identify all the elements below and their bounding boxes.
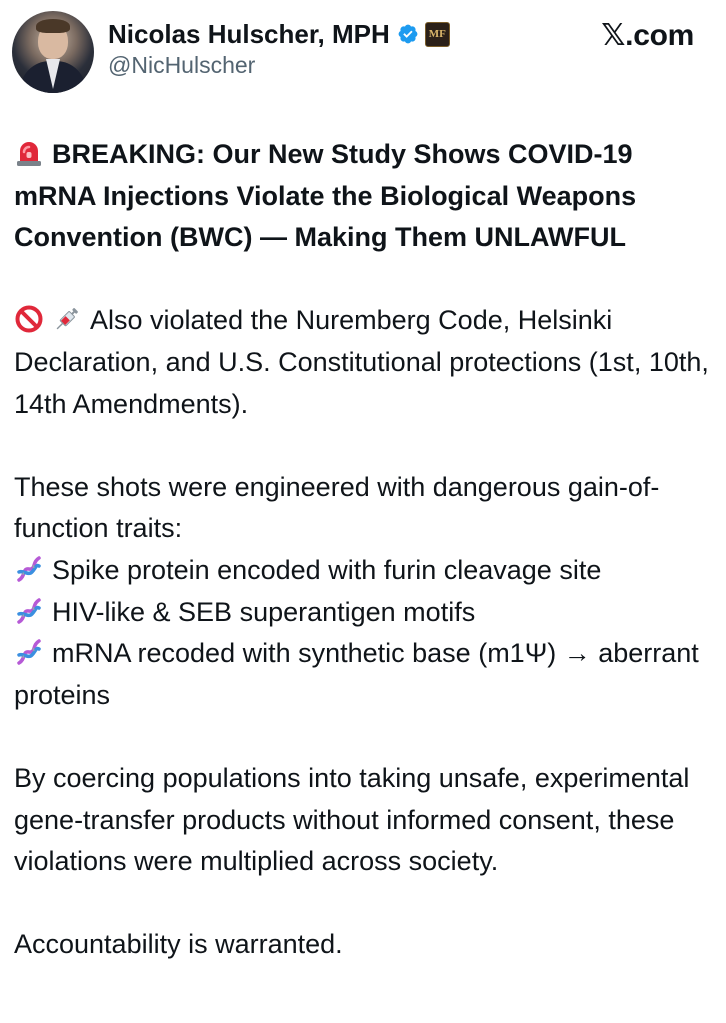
- avatar[interactable]: [12, 11, 94, 93]
- trait-item: [14, 592, 714, 634]
- trait-item: [14, 550, 714, 592]
- rotating-light-icon: [14, 138, 44, 168]
- name-row: [108, 14, 450, 54]
- dna-icon: [14, 554, 44, 584]
- paragraph-gap: [14, 883, 714, 925]
- post-violations: [14, 300, 714, 425]
- post-header: [0, 0, 726, 110]
- paragraph-gap: [14, 716, 714, 758]
- trait-text: mRNA recoded with synthetic base (m1Ψ) → aberrant proteins: [14, 638, 699, 710]
- paragraph-gap: [14, 259, 714, 301]
- engineered-intro: These shots were engineered with dangerous gain-of-function traits:: [14, 471, 660, 544]
- violations-text: Also violated the Nuremberg Code, Helsinki Declaration, and U.S. Constitutional protections (1st, 10th, 14th Amendments).: [14, 305, 709, 419]
- closing-line: Accountability is warranted.: [14, 929, 343, 960]
- prohibited-icon: [14, 304, 44, 334]
- post-body: [14, 134, 714, 966]
- headline-text: BREAKING: Our New Study Shows COVID-19 mRNA Injections Violate the Biological Weapons Convention (BWC) — Making Them UNLAWFUL: [14, 139, 637, 253]
- user-handle[interactable]: @NicHulscher: [108, 52, 256, 78]
- display-name[interactable]: Nicolas Hulscher, MPH: [108, 18, 390, 49]
- post-headline: [14, 134, 714, 259]
- dna-icon: [14, 637, 44, 667]
- coercion-paragraph: By coercing populations into taking unsafe, experimental gene-transfer products without informed consent, these violations were multiplied across society.: [14, 762, 690, 877]
- site-label: 𝕏.com: [601, 19, 694, 52]
- affiliate-badge-icon[interactable]: MF: [425, 22, 450, 47]
- trait-item: [14, 633, 714, 716]
- trait-text: Spike protein encoded with furin cleavage site: [52, 554, 602, 585]
- paragraph-gap: [14, 425, 714, 467]
- dna-icon: [14, 596, 44, 626]
- syringe-icon: [52, 304, 82, 334]
- trait-text: HIV-like & SEB superantigen motifs: [52, 596, 476, 627]
- verified-badge-icon[interactable]: [397, 23, 419, 45]
